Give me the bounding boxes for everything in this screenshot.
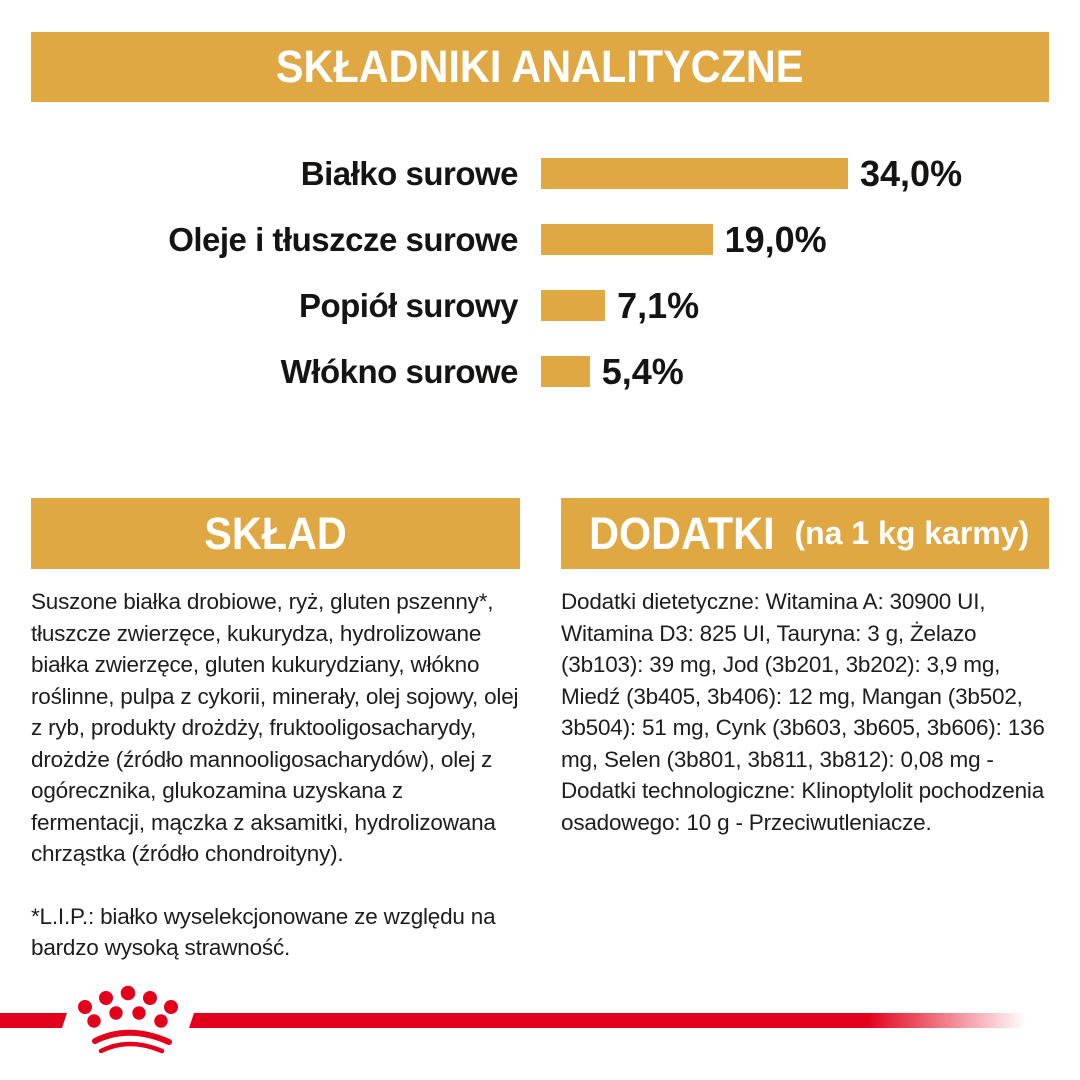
additives-text: Dodatki dietetyczne: Witamina A: 30900 UI, Witamina D3: 825 UI, Tauryna: 3 g, Żelazo (3b103): 39 mg, Jod (3b201, 3b202): 3,9 mg, Miedź (3b405, 3b406): 12 mg, Mangan (3b502, 3b504): 51 mg, Cynk (3b603, 3b605, 3b606): 136 mg, Selen (3b801, 3b811, 3b812): 0,08 mg - Dodatki technologiczne: Klinoptylolit pochodzenia osadowego: 10 g - Przeciwutleniacze. xyxy=(561,589,1045,835)
chart-row xyxy=(0,218,1080,260)
additives-section xyxy=(561,498,1049,838)
chart-bar xyxy=(541,356,590,387)
additives-title: DODATKI xyxy=(588,507,775,559)
chart-value-label: 7,1% xyxy=(617,284,700,326)
chart-category-label: Białko surowe xyxy=(300,154,518,192)
composition-banner xyxy=(31,498,520,569)
additives-subtitle: (na 1 kg karmy) xyxy=(794,515,1030,551)
chart-bar xyxy=(541,290,605,321)
chart-bar xyxy=(541,158,848,189)
page-title: SKŁADNIKI ANALITYCZNE xyxy=(276,41,804,92)
composition-text: Suszone białka drobiowe, ryż, gluten pszenny*, tłuszcze zwierzęce, kukurydza, hydrolizowane białka zwierzęce, gluten kukurydziany, włókno roślinne, pulpa z cykorii, minerały, olej sojowy, olej z ryb, produkty drożdży, fruktooligosacharydy, drożdże (źródło mannooligosacharydów), olej z ogórecznika, glukozamina uzyskana z fermentacji, mączka z aksamitki, hydrolizowana chrząstka (źródło chondroityny). xyxy=(31,589,519,866)
brand-rule-right xyxy=(189,1013,1080,1028)
chart-row xyxy=(0,350,1080,392)
chart-category-label: Popiół surowy xyxy=(298,286,518,324)
chart-value-label: 34,0% xyxy=(860,152,963,194)
chart-row xyxy=(0,284,1080,326)
chart-row xyxy=(0,152,1080,194)
chart-value-label: 19,0% xyxy=(724,218,827,260)
composition-title: SKŁAD xyxy=(204,507,347,559)
additives-banner xyxy=(561,498,1049,569)
chart-category-label: Włókno surowe xyxy=(280,352,518,390)
analytical-components-chart xyxy=(0,152,1080,422)
brand-rule-left xyxy=(0,1013,67,1028)
royal-canin-crown-icon xyxy=(74,984,184,1060)
lip-footnote: *L.I.P.: białko wyselekcjonowane ze względu na bardzo wysoką strawność. xyxy=(31,903,496,960)
chart-category-label: Oleje i tłuszcze surowe xyxy=(168,220,518,258)
chart-bar xyxy=(541,224,713,255)
analytical-components-banner xyxy=(31,32,1049,102)
composition-section xyxy=(31,498,520,964)
chart-value-label: 5,4% xyxy=(601,350,684,392)
